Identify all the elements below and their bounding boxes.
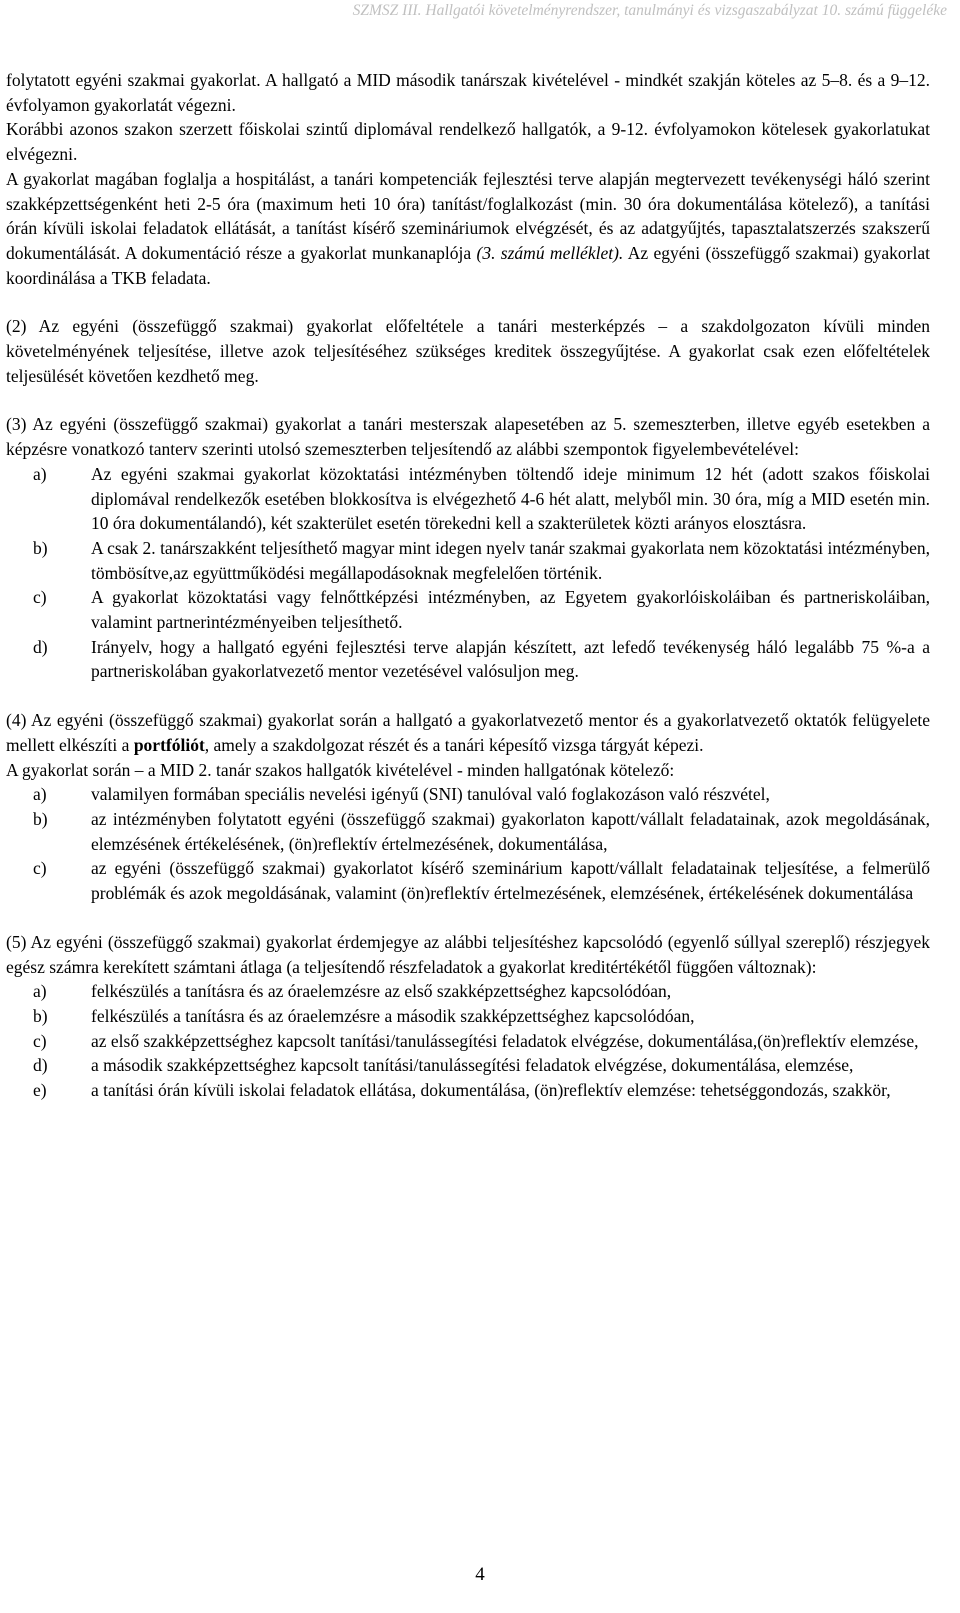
list-item-label: e) [33,1080,47,1101]
list-item-label: a) [33,784,47,805]
section-5-list [6,979,930,1103]
list-item [6,1078,930,1103]
list-item [6,1004,930,1029]
section-2-paragraph: (2) Az egyéni (összefüggő szakmai) gyakorlat előfeltétele a tanári mesterképzés – a szakdolgozaton kívüli minden követelményének teljesítése, illetve azok teljesítéséhez szükséges kreditek összegyűjtése. A gyakorlat csak ezen előfeltételek teljesülését követően kezdhető meg. [6,316,930,386]
page-number: 4 [475,1564,485,1585]
list-item-text: A gyakorlat közoktatási vagy felnőttképzési intézményben, az Egyetem gyakorlóiskoláiban és partneriskoláiban, valamint partnerintézményeiben teljesíthető. [91,587,930,633]
list-item-label: d) [33,636,48,657]
list-item-label: a) [33,981,47,1002]
list-item [6,462,930,536]
list-item-text: valamilyen formában speciális nevelési igényű (SNI) tanulóval való foglakozáson való részvétel, [91,784,770,805]
list-item [6,979,930,1004]
section-3-intro: (3) Az egyéni (összefüggő szakmai) gyakorlat a tanári mesterszak alapesetében az 5. szemeszterben, illetve egyéb esetekben a képzésre vonatkozó tanterv szerinti utolsó szemeszterben teljesítendő az alábbi szempontok figyelembevételével: [6,414,930,460]
list-item [6,585,930,634]
section-3-list [6,462,930,684]
list-item-text: az egyéni (összefüggő szakmai) gyakorlatot kísérő szeminárium kapott/vállalt feladatainak teljesítése, a felmerülő problémák és azok megoldásának, valamint (ön)reflektív értelmezésének, elemzésének, értékelésének dokumentálása [91,858,930,904]
running-header: SZMSZ III. Hallgatói követelményrendszer, tanulmányi és vizsgaszabályzat 10. számú függeléke [352,2,947,19]
list-item-label: b) [33,808,48,829]
intro-p3-text-end: Az egyéni (összefüggő szakmai) gyakorlat koordinálása a TKB feladata. [6,242,930,288]
list-item [6,782,930,807]
list-item-text: felkészülés a tanításra és az óraelemzésre a második szakképzettséghez kapcsolódóan, [91,1005,695,1026]
section-4-intro [6,708,930,757]
section-4-text: (4) Az egyéni (összefüggő szakmai) gyakorlat során a hallgató a gyakorlatvezető mentor és a gyakorlatvezető oktatók felügyelete mellett elkészíti a [6,710,930,755]
list-item-label: c) [33,587,47,608]
list-item [6,1053,930,1078]
list-item [6,1029,930,1054]
intro-p3-text: A gyakorlat magában foglalja a hospitálást, a tanári kompetenciák fejlesztési terve alapján megtervezett tevékenységi háló szerint szakképzettségenként heti 2-5 óra (maximum heti 10 óra) tanítást/foglalkozást (min. 30 óra dokumentálása kötelező), a tanítási órán kívüli iskolai feladatok ellátását, a tanítást kísérő szemináriumok elvégzését, és az adatgyűjtés, tapasztalatszerzés szakszerű dokumentálását. A dokumentáció része a gyakorlat munkanaplója [6,168,930,263]
list-item-label: c) [33,858,47,879]
section-5-intro: (5) Az egyéni (összefüggő szakmai) gyakorlat érdemjegye az alábbi teljesítéshez kapcsolódó (egyenlő súllyal szereplő) részjegyek egész számra kerekített számtani átlaga (a teljesítendő részfeladatok a gyakorlat kreditértékétől függően változnak): [6,931,930,977]
intro-paragraph-2: Korábbi azonos szakon szerzett főiskolai szintű diplomával rendelkező hallgatók, a 9-12. évfolyamokon kötelesek gyakorlatukat elvégezni. [6,119,930,165]
list-item-label: a) [33,463,47,484]
document-body [6,68,930,1103]
list-item-text: Irányelv, hogy a hallgató egyéni fejlesztési terve alapján készített, azt lefedő tevékenység háló legalább 75 %-a a partneriskolában gyakorlatvezető mentor vezetésével valósuljon meg. [91,636,930,682]
section-4-list [6,782,930,906]
intro-paragraph-1: folytatott egyéni szakmai gyakorlat. A hallgató a MID második tanárszak kivételével - mindkét szakján köteles az 5–8. és a 9–12. évfolyamon gyakorlatát végezni. [6,70,930,115]
list-item-text: az első szakképzettséghez kapcsolt tanítási/tanulássegítési feladatok elvégzése, dokumentálása,(ön)reflektív elemzése, [91,1030,919,1051]
intro-paragraph-3 [6,167,930,291]
section-4-line-2: A gyakorlat során – a MID 2. tanár szakos hallgatók kivételével - minden hallgatónak kötelező: [6,759,675,780]
list-item-label: d) [33,1055,48,1076]
list-item [6,807,930,856]
list-item-text: Az egyéni szakmai gyakorlat közoktatási intézményben töltendő ideje minimum 12 hét (adott szakos főiskolai diplomával rendelkezők esetében blokkosítva is elvégezhető 4-6 hét alatt, melyből min. 30 óra, míg a MID esetén min. 10 óra dokumentálandó), két szakterület esetén törekedni kell a szakterületek közti arányos elosztásra. [91,463,930,534]
list-item [6,856,930,905]
list-item-text: felkészülés a tanításra és az óraelemzésre az első szakképzettséghez kapcsolódóan, [91,981,672,1002]
list-item-text: a második szakképzettséghez kapcsolt tanítási/tanulássegítési feladatok elvégzése, dokumentálása, elemzése, [91,1055,854,1076]
portfolio-term: portfóliót [133,734,205,755]
list-item [6,635,930,684]
list-item-text: a tanítási órán kívüli iskolai feladatok ellátása, dokumentálása, (ön)reflektív elemzése: tehetséggondozás, szakkör, [91,1080,891,1101]
section-4-text-end: , amely a szakdolgozat részét és a tanári képesítő vizsga tárgyát képezi. [204,734,704,755]
list-item-text: az intézményben folytatott egyéni (összefüggő szakmai) gyakorlaton kapott/vállalt feladatainak, azok megoldásának, elemzésének értékelésének, (ön)reflektív értelmezésének, dokumentálása, [91,808,930,854]
list-item-label: b) [33,537,48,558]
list-item-label: b) [33,1005,48,1026]
annex-reference: (3. számú melléklet). [476,242,624,263]
list-item-text: A csak 2. tanárszakként teljesíthető magyar mint idegen nyelv tanár szakmai gyakorlata nem közoktatási intézményben, tömbösítve,az együttműködési megállapodásoknak megfelelően történik. [91,537,930,583]
list-item-label: c) [33,1030,47,1051]
list-item [6,536,930,585]
